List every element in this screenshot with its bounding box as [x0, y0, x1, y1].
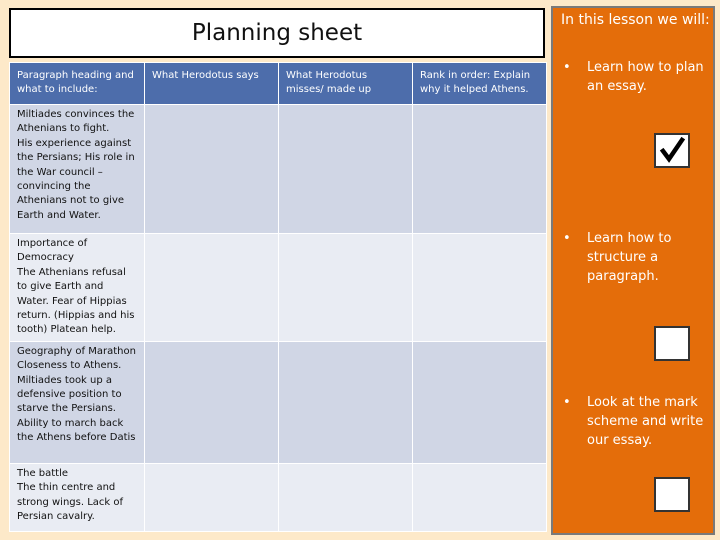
herodotus-says-cell[interactable] — [145, 234, 279, 342]
objective-item — [561, 229, 713, 286]
bullet-icon: • — [563, 60, 571, 75]
row-heading-detail: Closeness to Athens. Miltiades took up a defensive position to starve the Persians. Ability to march back the Athens before Datis — [17, 360, 136, 444]
herodotus-misses-cell[interactable] — [279, 234, 413, 342]
objective-text: Look at the mark scheme and write our essay. — [587, 395, 704, 448]
objective-item — [561, 393, 713, 450]
header-cell-rank: Rank in order: Explain why it helped Athens. — [413, 63, 547, 105]
table-row — [10, 105, 547, 234]
lesson-heading: In this lesson we will: — [561, 12, 710, 28]
row-heading-detail: The Athenians refusal to give Earth and Water. Fear of Hippias return. (Hippias and his tooth) Platean help. — [17, 266, 135, 336]
objective-text: Learn how to structure a paragraph. — [587, 231, 672, 284]
row-heading-cell — [10, 234, 145, 342]
bullet-icon: • — [563, 231, 571, 246]
table-row — [10, 234, 547, 342]
rank-cell[interactable] — [413, 341, 547, 463]
row-heading-title: Miltiades convinces the Athenians to fight. — [17, 109, 135, 135]
row-heading-title: The battle — [17, 467, 69, 479]
row-heading-cell — [10, 341, 145, 463]
check-mark-icon — [656, 135, 688, 166]
rank-cell[interactable] — [413, 463, 547, 531]
herodotus-says-cell[interactable] — [145, 463, 279, 531]
herodotus-misses-cell[interactable] — [279, 341, 413, 463]
herodotus-says-cell[interactable] — [145, 341, 279, 463]
header-cell-paragraph-heading: Paragraph heading and what to include: — [10, 63, 145, 105]
herodotus-misses-cell[interactable] — [279, 463, 413, 531]
row-heading-detail: The thin centre and strong wings. Lack of Persian cavalry. — [17, 482, 124, 523]
objective-item — [561, 58, 713, 96]
row-heading-cell — [10, 105, 145, 234]
objective-checkbox[interactable] — [654, 133, 690, 168]
rank-cell[interactable] — [413, 105, 547, 234]
page-title: Planning sheet — [9, 8, 545, 58]
header-cell-herodotus-says: What Herodotus says — [145, 63, 279, 105]
bullet-icon: • — [563, 395, 571, 410]
rank-cell[interactable] — [413, 234, 547, 342]
row-heading-cell — [10, 463, 145, 531]
row-heading-title: Geography of Marathon — [17, 345, 136, 357]
row-heading-title: Importance of Democracy — [17, 238, 88, 264]
header-cell-herodotus-misses: What Herodotus misses/ made up — [279, 63, 413, 105]
table-row — [10, 341, 547, 463]
lesson-objectives-panel — [551, 6, 715, 535]
herodotus-says-cell[interactable] — [145, 105, 279, 234]
objective-text: Learn how to plan an essay. — [587, 60, 704, 94]
row-heading-detail: His experience against the Persians; His role in the War council – convincing the Athenians not to give Earth and Water. — [17, 137, 135, 221]
objective-checkbox[interactable] — [654, 326, 690, 361]
table-header-row — [10, 63, 547, 105]
planning-table — [9, 62, 547, 532]
table-row — [10, 463, 547, 531]
objective-checkbox[interactable] — [654, 477, 690, 512]
herodotus-misses-cell[interactable] — [279, 105, 413, 234]
